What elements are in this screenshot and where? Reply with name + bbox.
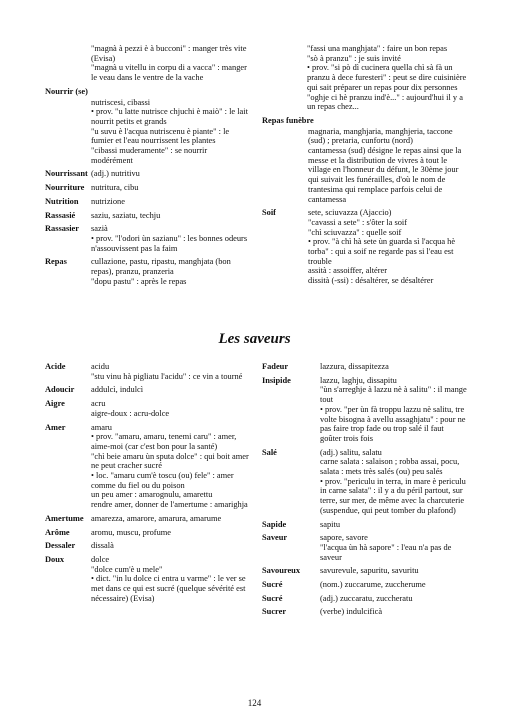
- entry-text: "u suvu è l'acqua nutriscenu è piante" : le fumier et l'eau nourrissent les plantes: [91, 126, 230, 146]
- entry-text: "chì beie amaru ùn sputa dolce" : qui boit amer ne peut cracher sucré: [91, 451, 249, 471]
- entry-text: "sò à pranzu" : je suis invité: [307, 53, 401, 63]
- entry-text: dissalà: [91, 541, 114, 551]
- entry-text: • prov. "si pò dì cucinera quella chì sà fà un pranzu à dece furesteri" : peut se dire cuisinière qui sait préparer un repas pour dix personnes: [307, 63, 467, 92]
- dictionary-entry: [262, 533, 467, 562]
- entry-text: lazzu, laghju, dissapitu: [320, 375, 397, 385]
- dictionary-entry: [262, 116, 467, 204]
- entry-text: "cavassi a sete" : s'ôter la soif: [308, 217, 408, 227]
- headword: Amertume: [45, 513, 84, 523]
- entry-text: dissità (-ssi) : désaltérer, se désaltérer: [308, 276, 434, 286]
- entry-text: "dopu pastu" : après le repas: [91, 276, 187, 286]
- dictionary-entry: [262, 376, 467, 444]
- headword: Sucré: [262, 580, 283, 590]
- headword: Soif: [262, 208, 276, 218]
- entry-text: (nom.) zuccarume, zuccherume: [320, 580, 426, 590]
- entry-text: (verbe) indulcificà: [320, 607, 383, 617]
- entry-text: "magnà u vitellu in corpu di a vacca" : manger le veau dans le ventre de la vache: [91, 63, 247, 83]
- dictionary-entry: [45, 211, 250, 221]
- dictionary-entry: [262, 580, 467, 590]
- headword: Saveur: [262, 533, 288, 543]
- entry-text: rendre amer, donner de l'amertume : amarighja: [91, 500, 248, 510]
- entry-text: acru: [91, 399, 106, 409]
- dictionary-entry: [262, 448, 467, 516]
- dictionary-entry: [45, 362, 250, 381]
- entry-text: addulcì, indulcì: [91, 385, 144, 395]
- headword: Sucré: [262, 593, 283, 603]
- headword: Nourrir (se): [45, 86, 88, 96]
- dictionary-entry: [45, 183, 250, 193]
- entry-text: • loc. "amaru cum'è toscu (ou) fele" : amer comme du fiel ou du poison: [91, 471, 234, 490]
- headword: Fadeur: [262, 362, 289, 371]
- entry-text: • prov. "periculu in terra, in mare è periculu in carne salata" : il y a du péril partout, sur terre, sur mer, de même avec la charcuterie (suspendue, qui peut tomber du plafond): [320, 476, 466, 515]
- dictionary-entry: [45, 257, 250, 286]
- dictionary-entry: [45, 385, 250, 395]
- headword: Rassasier: [45, 224, 79, 234]
- dictionary-entry: [262, 362, 467, 372]
- entry-text: "stu vinu hà pigliatu l'acidu" : ce vin a tourné: [91, 371, 243, 381]
- entry-text: magnaria, manghjaria, manghjeria, taccone (sud) ; pretaria, cunfortu (nord): [308, 126, 453, 146]
- dictionary-entry: [45, 87, 250, 166]
- headword: Sapide: [262, 519, 287, 529]
- dictionary-entry: [45, 399, 250, 418]
- entry-text: (adj.) nutritivu: [91, 169, 140, 179]
- headword: Nourriture: [45, 183, 85, 193]
- top-left-column: [45, 44, 250, 290]
- entry-text: "l'acqua ùn hà sapore" : l'eau n'a pas de saveur: [320, 542, 452, 562]
- bottom-left-column: [45, 362, 250, 607]
- headword: Adoucir: [45, 385, 75, 395]
- top-right-column: [262, 44, 467, 290]
- bottom-right-column: [262, 362, 467, 621]
- entry-text: • prov. "u latte nutrisce chjuchi è maiò" : le lait nourrit petits et grands: [91, 107, 248, 126]
- dictionary-entry: [262, 520, 467, 530]
- headword: Repas: [45, 257, 67, 267]
- entry-text: "chì sciuvazza" : quelle soif: [308, 227, 402, 237]
- entry-text: cullazione, pastu, ripastu, manghjata (bon repas), pranzu, pranzeria: [91, 257, 231, 277]
- entry-text: "cibassi muderamente" : se nourrir modérément: [91, 146, 208, 165]
- headword: Aigre: [45, 399, 65, 409]
- entry-text: "ùn s'arreghje à lazzu nè à salitu" : il mange tout: [320, 385, 467, 405]
- dictionary-entry: [45, 541, 250, 551]
- entry-text: • dict. "in lu dolce ci entra u varme" : le ver se met dans ce qui est sucré (quelque sévérité est nécessaire) (Evisa): [91, 574, 246, 603]
- entry-text: aigre-doux : acru-dolce: [91, 408, 170, 418]
- entry-text: • prov. "à chì hà sete ùn guarda sì l'acqua hè torba" : qui a soif ne regarde pas si l'eau est trouble: [308, 237, 456, 266]
- entry-text: nutrizione: [91, 196, 125, 206]
- entry-text: saziu, saziatu, techju: [91, 210, 161, 220]
- headword: Acide: [45, 362, 66, 371]
- dictionary-entry: [262, 566, 467, 576]
- dictionary-entry: [262, 594, 467, 604]
- dictionary-entry: [45, 224, 250, 253]
- headword: Arôme: [45, 527, 70, 537]
- headword: Doux: [45, 554, 65, 564]
- page-number: 124: [247, 698, 262, 708]
- dictionary-entry: [45, 528, 250, 538]
- dictionary-entry: [262, 607, 467, 617]
- headword: Amer: [45, 422, 66, 432]
- dictionary-entry-continuation: [262, 44, 467, 112]
- entry-text: "dolce cum'è u mele": [91, 564, 163, 574]
- entry-text: "magnà à pezzi è à bucconi" : manger très vite (Evisa): [91, 44, 247, 63]
- entry-text: aromu, muscu, profume: [91, 527, 172, 537]
- headword: Salé: [262, 447, 277, 457]
- entry-text: amaru: [91, 422, 112, 432]
- entry-text: "oghje ci hè pranzu ind'è..." : aujourd'hui il y a un repas chez...: [307, 92, 463, 112]
- entry-text: sazià: [91, 224, 108, 234]
- entry-text: nutritura, cibu: [91, 183, 139, 193]
- entry-text: carne salata : salaison ; robba assai, pocu, salata : mets très salés (ou) peu salés: [320, 457, 460, 477]
- entry-text: lazzura, dissapitezza: [320, 362, 389, 371]
- entry-text: amarezza, amarore, amarura, amarume: [91, 513, 222, 523]
- entry-text: • prov. "l'odori ùn sazianu" : les bonnes odeurs n'assouvissent pas la faim: [91, 233, 248, 253]
- entry-text: "fassi una manghjata" : faire un bon repas: [307, 44, 448, 53]
- entry-text: savurevule, sapuritu, savuritu: [320, 566, 419, 576]
- headword: Savoureux: [262, 566, 301, 576]
- entry-text: (adj.) zuccaratu, zuccheratu: [320, 593, 413, 603]
- entry-text: cantamessa (sud) désigne le repas ainsi que la messe et la distribution de vivres à tout le village en l'honneur du défunt, le 30ème jour qui suivait les funérailles, d'où le nom de trantesima qui remplace parfois celui de cantamessa: [308, 146, 462, 204]
- entry-text: (adj.) salitu, salatu: [320, 447, 382, 457]
- entry-text: sete, sciuvazza (Ajaccio): [308, 208, 392, 218]
- dictionary-entry: [45, 555, 250, 604]
- headword: Rassasié: [45, 210, 76, 220]
- headword: Repas funèbre: [262, 115, 314, 125]
- entry-text: dolce: [91, 554, 110, 564]
- entry-text: acidu: [91, 362, 110, 371]
- dictionary-entry: [45, 514, 250, 524]
- entry-text: sapitu: [320, 519, 341, 529]
- dictionary-entry: [45, 169, 250, 179]
- headword: Dessaler: [45, 541, 76, 551]
- entry-text: assità : assoiffer, altérer: [308, 266, 388, 276]
- dictionary-entry-continuation: [45, 44, 250, 83]
- entry-text: • prov. "per ùn fà troppu lazzu nè salitu, tre volte bisogna à avellu assaghjatu" : pour ne pas faire trop fade ou trop salé il faut goûter trois fois: [320, 404, 466, 443]
- headword: Nourrissant: [45, 169, 88, 179]
- dictionary-entry: [45, 423, 250, 510]
- headword: Nutrition: [45, 196, 79, 206]
- headword: Insipide: [262, 375, 291, 385]
- entry-text: sapore, savore: [320, 533, 368, 543]
- headword: Sucrer: [262, 607, 287, 617]
- section-title: Les saveurs: [218, 331, 291, 347]
- dictionary-entry: [45, 197, 250, 207]
- entry-text: un peu amer : amarognulu, amarettu: [91, 490, 213, 500]
- dictionary-entry: [262, 208, 467, 286]
- entry-text: • prov. "amaru, amaru, tenemi caru" : amer, aime-moi (car c'est bon pour la santé): [91, 432, 237, 451]
- entry-text: nutriscesi, cibassi: [91, 97, 151, 107]
